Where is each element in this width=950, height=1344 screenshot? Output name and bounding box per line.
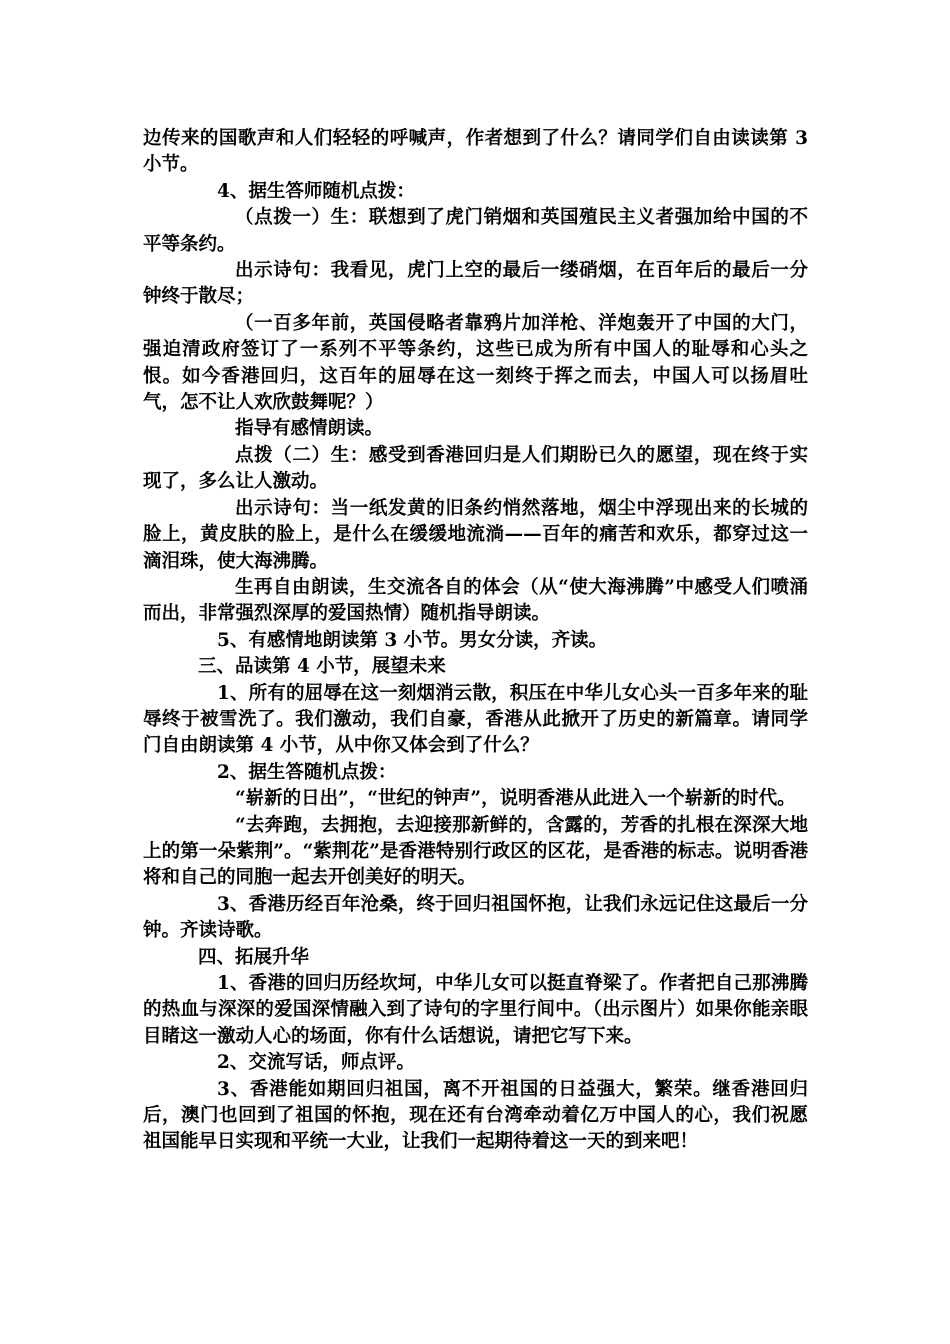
paragraph-free-reading: 生再自由朗读，生交流各自的体会（从“使大海沸腾”中感受人们喷涌而出，非常强烈深厚的爱国热情）随机指导朗读。: [143, 576, 808, 625]
paragraph-step-5: 5、有感情地朗读第 3 小节。男女分读，齐读。: [217, 629, 608, 651]
section-heading-4: 四、拓展升华: [198, 946, 310, 968]
paragraph-hint-2: 点拨（二）生：感受到香港回归是人们期盼已久的愿望，现在终于实现了，多么让人激动。: [143, 444, 808, 493]
paragraph-s4-item-1: 1、香港的回归历经坎坷，中华儿女可以挺直脊梁了。作者把自己那沸腾的热血与深深的爱国深情融入到了诗句的字里行间中。（出示图片）如果你能亲眼目睹这一激动人心的场面，你有什么话想说，请把它写下来。: [143, 973, 808, 1047]
paragraph-s4-item-3: 3、香港能如期回归祖国，离不开祖国的日益强大，繁荣。继香港回归后，澳门也回到了祖国的怀抱，现在还有台湾牵动着亿万中国人的心，我们祝愿祖国能早日实现和平统一大业，让我们一起期待着这一天的到来吧！: [143, 1078, 808, 1153]
paragraph-history-note: （一百多年前，英国侵略者靠鸦片加洋枪、洋炮轰开了中国的大门，强迫清政府签订了一系列不平等条约，这些已成为所有中国人的耻辱和心头之恨。如今香港回归，这百年的屈辱在这一刻终于挥之而去，中国人可以扬眉吐气，怎不让人欢欣鼓舞呢？）: [143, 312, 808, 414]
section-heading-3: 三、品读第 4 小节，展望未来: [198, 656, 446, 678]
paragraph-guide-reading: 指导有感情朗读。: [235, 418, 384, 440]
document-body: [143, 126, 808, 1156]
paragraph-step-4: 4、据生答师随机点拨：: [217, 180, 415, 202]
paragraph-s3-item-1: 1、所有的屈辱在这一刻烟消云散，积压在中华儿女心头一百多年来的耻辱终于被雪洗了。我们激动，我们自豪，香港从此掀开了历史的新篇章。请同学门自由朗读第 4 小节，从中你又体会到了什么？: [143, 682, 808, 757]
paragraph-s4-item-2: 2、交流写话，师点评。: [217, 1052, 415, 1074]
paragraph-s3-item-2: 2、据生答随机点拨：: [217, 761, 397, 783]
paragraph-s3-quote-1: “崭新的日出”，“世纪的钟声”，说明香港从此进入一个崭新的时代。: [235, 788, 796, 810]
paragraph-s3-item-3: 3、香港历经百年沧桑，终于回归祖国怀抱，让我们永远记住这最后一分钟。齐读诗歌。: [143, 893, 808, 942]
paragraph-s3-quote-2: “去奔跑，去拥抱，去迎接那新鲜的，含露的，芳香的扎根在深深大地上的第一朵紫荆”。“紫荆花”是香港特别行政区的区花，是香港的标志。说明香港将和自己的同胞一起去开创美好的明天。: [143, 814, 808, 889]
paragraph-intro-continuation: 边传来的国歌声和人们轻轻的呼喊声，作者想到了什么？请同学们自由读读第 3 小节。: [143, 128, 808, 176]
paragraph-poem-2: 出示诗句：当一纸发黄的旧条约悄然落地，烟尘中浮现出来的长城的脸上，黄皮肤的脸上，是什么在缓缓地流淌——百年的痛苦和欢乐，都穿过这一滴泪珠，使大海沸腾。: [143, 497, 808, 572]
paragraph-hint-1: （点拨一）生：联想到了虎门销烟和英国殖民主义者强加给中国的不平等条约。: [143, 207, 808, 255]
paragraph-poem-1: 出示诗句：我看见，虎门上空的最后一缕硝烟，在百年后的最后一分钟终于散尽；: [143, 260, 808, 308]
